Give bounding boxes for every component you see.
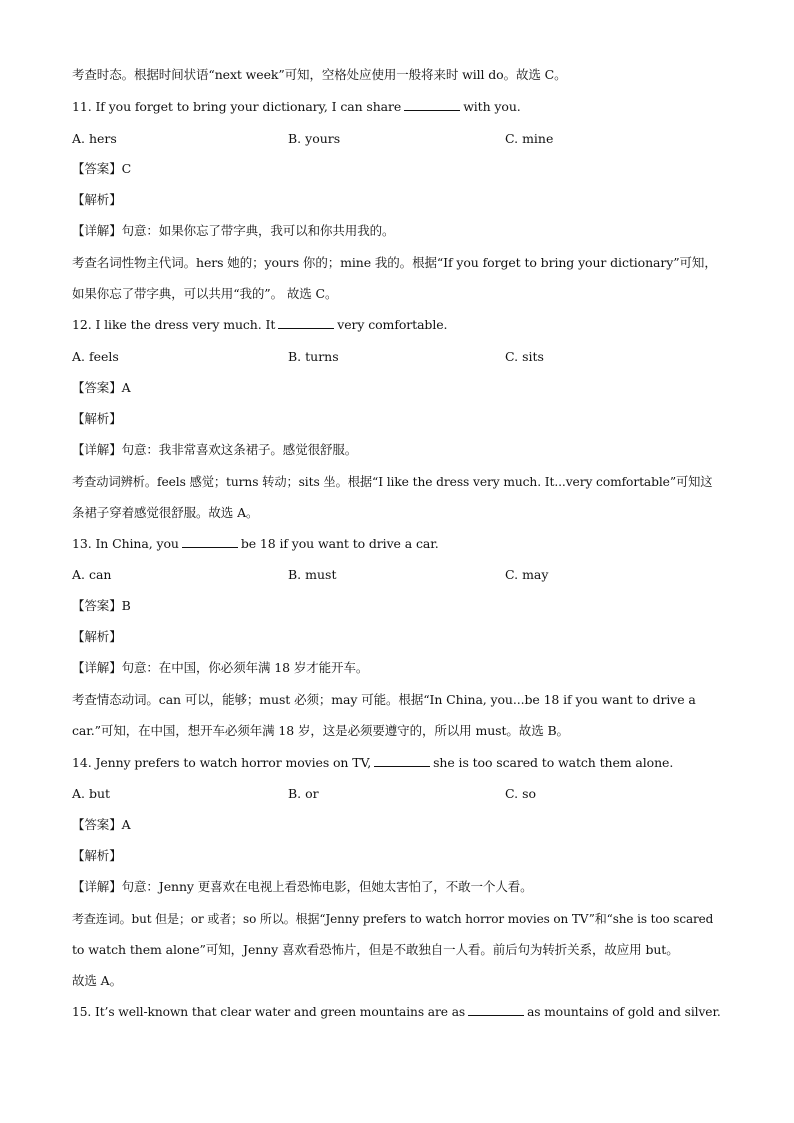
answer-blank: [468, 1003, 524, 1016]
explanation-line: 考查时态。根据时间状语“next week”可知，空格处应使用一般将来时 will do。故选 C。: [72, 67, 567, 82]
question-text: 15. It’s well-known that clear water and green mountains are as: [72, 1005, 466, 1019]
question-text: 13. In China, you: [72, 536, 179, 551]
question-text: 11. If you forget to bring your dictionary, I can share: [72, 99, 402, 114]
option-c: C. mine: [505, 131, 554, 146]
answer-blank: [182, 535, 238, 548]
question-text: be 18 if you want to drive a car.: [240, 536, 439, 551]
question-11: [72, 98, 724, 116]
option-a: A. but: [72, 786, 111, 801]
question-15: [72, 1003, 724, 1021]
explanation-line: 条裙子穿着感觉很舒服。故选 A。: [72, 505, 259, 520]
analysis-heading: 【解析】: [72, 848, 122, 863]
question-text: 14. Jenny prefers to watch horror movies on TV,: [72, 755, 372, 770]
analysis-heading: 【解析】: [72, 411, 122, 426]
option-c: C. sits: [505, 349, 544, 364]
option-c: C. may: [505, 567, 549, 582]
question-14: [72, 754, 724, 772]
option-a: A. feels: [72, 349, 119, 364]
answer-line: 【答案】A: [72, 817, 131, 832]
question-text: as mountains of gold and silver.: [527, 1005, 721, 1019]
question-text: 12. I like the dress very much. It: [72, 317, 276, 332]
explanation-line: 考查名词性物主代词。hers 她的；yours 你的；mine 我的。根据“If you forget to bring your dictionary”可知，: [72, 255, 717, 270]
option-c: C. so: [505, 786, 537, 801]
answer-blank: [278, 316, 334, 329]
explanation-line: 如果你忘了带字典，可以共用“我的”。 故选 C。: [72, 286, 338, 301]
detail-line: 【详解】句意：在中国，你必须年满 18 岁才能开车。: [72, 660, 369, 675]
detail-line: 【详解】句意：Jenny 更喜欢在电视上看恐怖电影，但她太害怕了，不敢一个人看。: [72, 879, 533, 894]
question-text: with you.: [463, 99, 521, 114]
answer-line: 【答案】A: [72, 380, 131, 395]
question-13: [72, 535, 724, 553]
explanation-line: 考查动词辨析。feels 感觉；turns 转动；sits 坐。根据“I like the dress very much. It...very comfortable”可知这: [72, 475, 713, 489]
option-b: B. or: [288, 786, 319, 801]
explanation-line: 考查情态动词。can 可以，能够；must 必须；may 可能。根据“In China, you...be 18 if you want to drive a: [72, 692, 696, 707]
option-b: B. must: [288, 567, 337, 582]
question-text: she is too scared to watch them alone.: [433, 755, 674, 770]
explanation-line: to watch them alone”可知，Jenny 喜欢看恐怖片，但是不敢独自一人看。前后句为转折关系，故应用 but。: [72, 942, 679, 957]
option-b: B. yours: [288, 131, 341, 146]
answer-blank: [374, 754, 430, 767]
answer-line: 【答案】C: [72, 161, 132, 176]
detail-line: 【详解】句意：如果你忘了带字典，我可以和你共用我的。: [72, 223, 395, 238]
explanation-line: 故选 A。: [72, 973, 123, 988]
detail-line: 【详解】句意：我非常喜欢这条裙子。感觉很舒服。: [72, 442, 358, 457]
explanation-line: 考查连词。but 但是；or 或者；so 所以。根据“Jenny prefers to watch horror movies on TV”和“she is too scared: [72, 912, 714, 926]
question-12: [72, 316, 724, 334]
option-a: A. can: [72, 567, 112, 582]
analysis-heading: 【解析】: [72, 629, 122, 644]
explanation-line: car.”可知，在中国，想开车必须年满 18 岁，这是必须要遵守的，所以用 must。故选 B。: [72, 723, 569, 738]
analysis-heading: 【解析】: [72, 192, 122, 207]
option-b: B. turns: [288, 349, 339, 364]
answer-line: 【答案】B: [72, 598, 131, 613]
question-text: very comfortable.: [337, 317, 448, 332]
option-a: A. hers: [72, 131, 117, 146]
answer-blank: [404, 98, 460, 111]
